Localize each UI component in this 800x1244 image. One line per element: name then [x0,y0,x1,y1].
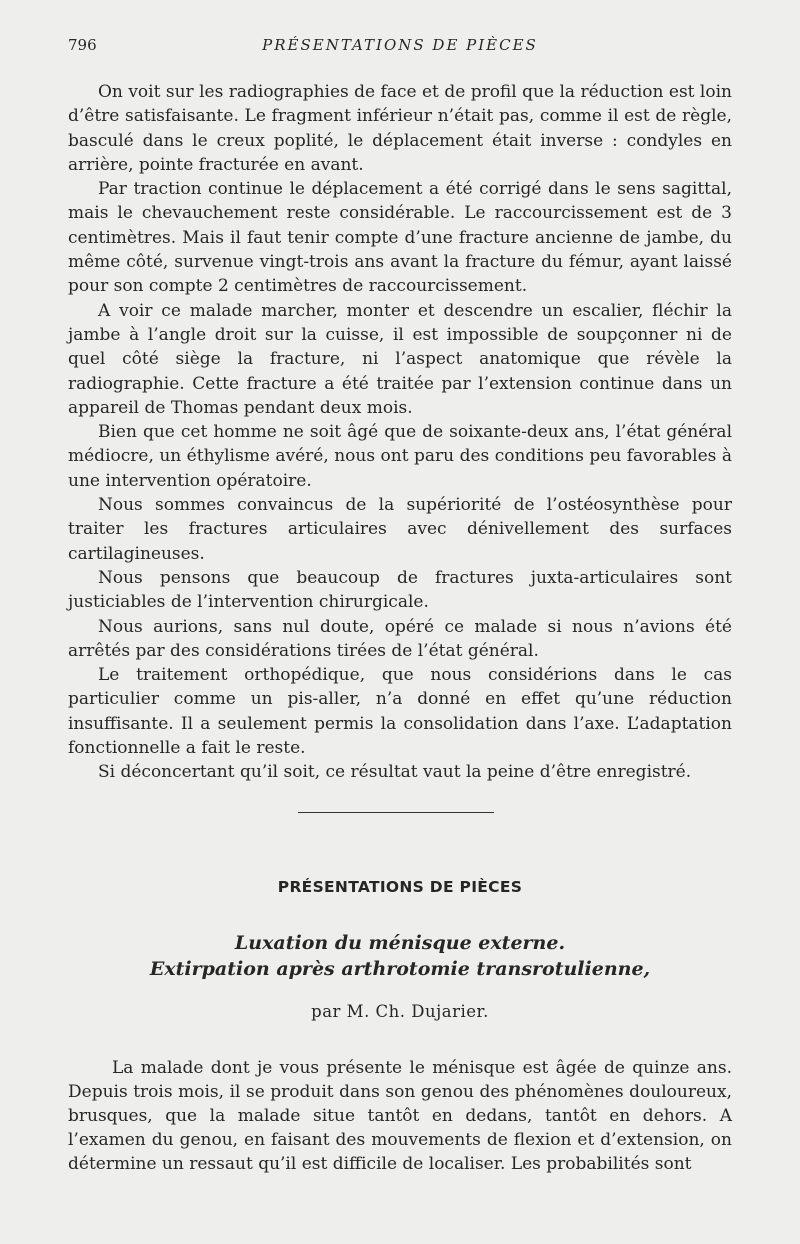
running-head: PRÉSENTATIONS DE PIÈCES [262,36,538,54]
page-number: 796 [68,36,97,54]
paragraph: Le traitement orthopédique, que nous considérions dans le cas particulier comme un pis-aller, n’a donné en effet qu’une réduction insuffisante. Il a seulement permis la consolidation dans l’axe. L’adaptation fonctionnelle a fait le reste. [68,665,732,759]
paragraph: A voir ce malade marcher, monter et descendre un escalier, fléchir la jambe à l’angle droit sur la cuisse, il est impossible de soupçonner ni de quel côté siège la fracture, ni l’aspect anatomique que révèle la radiographie. Cette fracture a été traitée par l’extension continue dans un appareil de Thomas pendant deux mois. [68,300,732,418]
paragraph: On voit sur les radiographies de face et de profil que la réduction est loin d’être satisfaisante. Le fragment inférieur n’était pas, comme il est de règle, basculé dans le creux poplité, le déplacement était inverse : condyles en arrière, pointe fracturée en avant. [68,82,732,175]
article-title [68,930,732,982]
paragraph: Nous pensons que beaucoup de fractures juxta-articulaires sont justiciables de l’intervention chirurgicale. [68,567,732,613]
paragraph: Par traction continue le déplacement a été corrigé dans le sens sagittal, mais le chevauchement reste considérable. Le raccourcissement est de 3 centimètres. Mais il faut tenir compte d’une fracture ancienne de jambe, du même côté, survenue vingt-trois ans avant la fracture du fémur, ayant laissé pour son compte 2 centimètres de raccourcissement. [68,179,732,297]
paragraph: Si déconcertant qu’il soit, ce résultat vaut la peine d’être enregistré. [98,762,692,783]
paragraph: Nous sommes convaincus de la supériorité de l’ostéosynthèse pour traiter les fractures articulaires avec dénivellement des surfaces cartilagineuses. [68,495,732,564]
section-divider [298,812,494,813]
page-header [68,36,732,60]
article-title-line: Extirpation après arthrotomie transrotulienne, [149,958,651,980]
article-byline: par M. Ch. Dujarier. [311,1002,489,1021]
section-title: PRÉSENTATIONS DE PIÈCES [277,878,523,896]
paragraph: Bien que cet homme ne soit âgé que de soixante-deux ans, l’état général médiocre, un éthylisme avéré, nous ont paru des conditions peu favorables à une intervention opératoire. [68,422,732,491]
paragraph: La malade dont je vous présente le ménisque est âgée de quinze ans. Depuis trois mois, il se produit dans son genou des phénomènes douloureux, brusques, que la malade situe tantôt en dedans, tantôt en dehors. A l’examen du genou, en faisant des mouvements de flexion et d’extension, on détermine un ressaut qu’il est difficile de localiser. Les probabilités sont [68,1058,732,1174]
paragraph: Nous aurions, sans nul doute, opéré ce malade si nous n’avions été arrêtés par des considérations tirées de l’état général. [68,616,732,661]
article-text [68,1056,732,1176]
body-text [68,80,732,785]
article-title-line: Luxation du ménisque externe. [234,932,566,954]
